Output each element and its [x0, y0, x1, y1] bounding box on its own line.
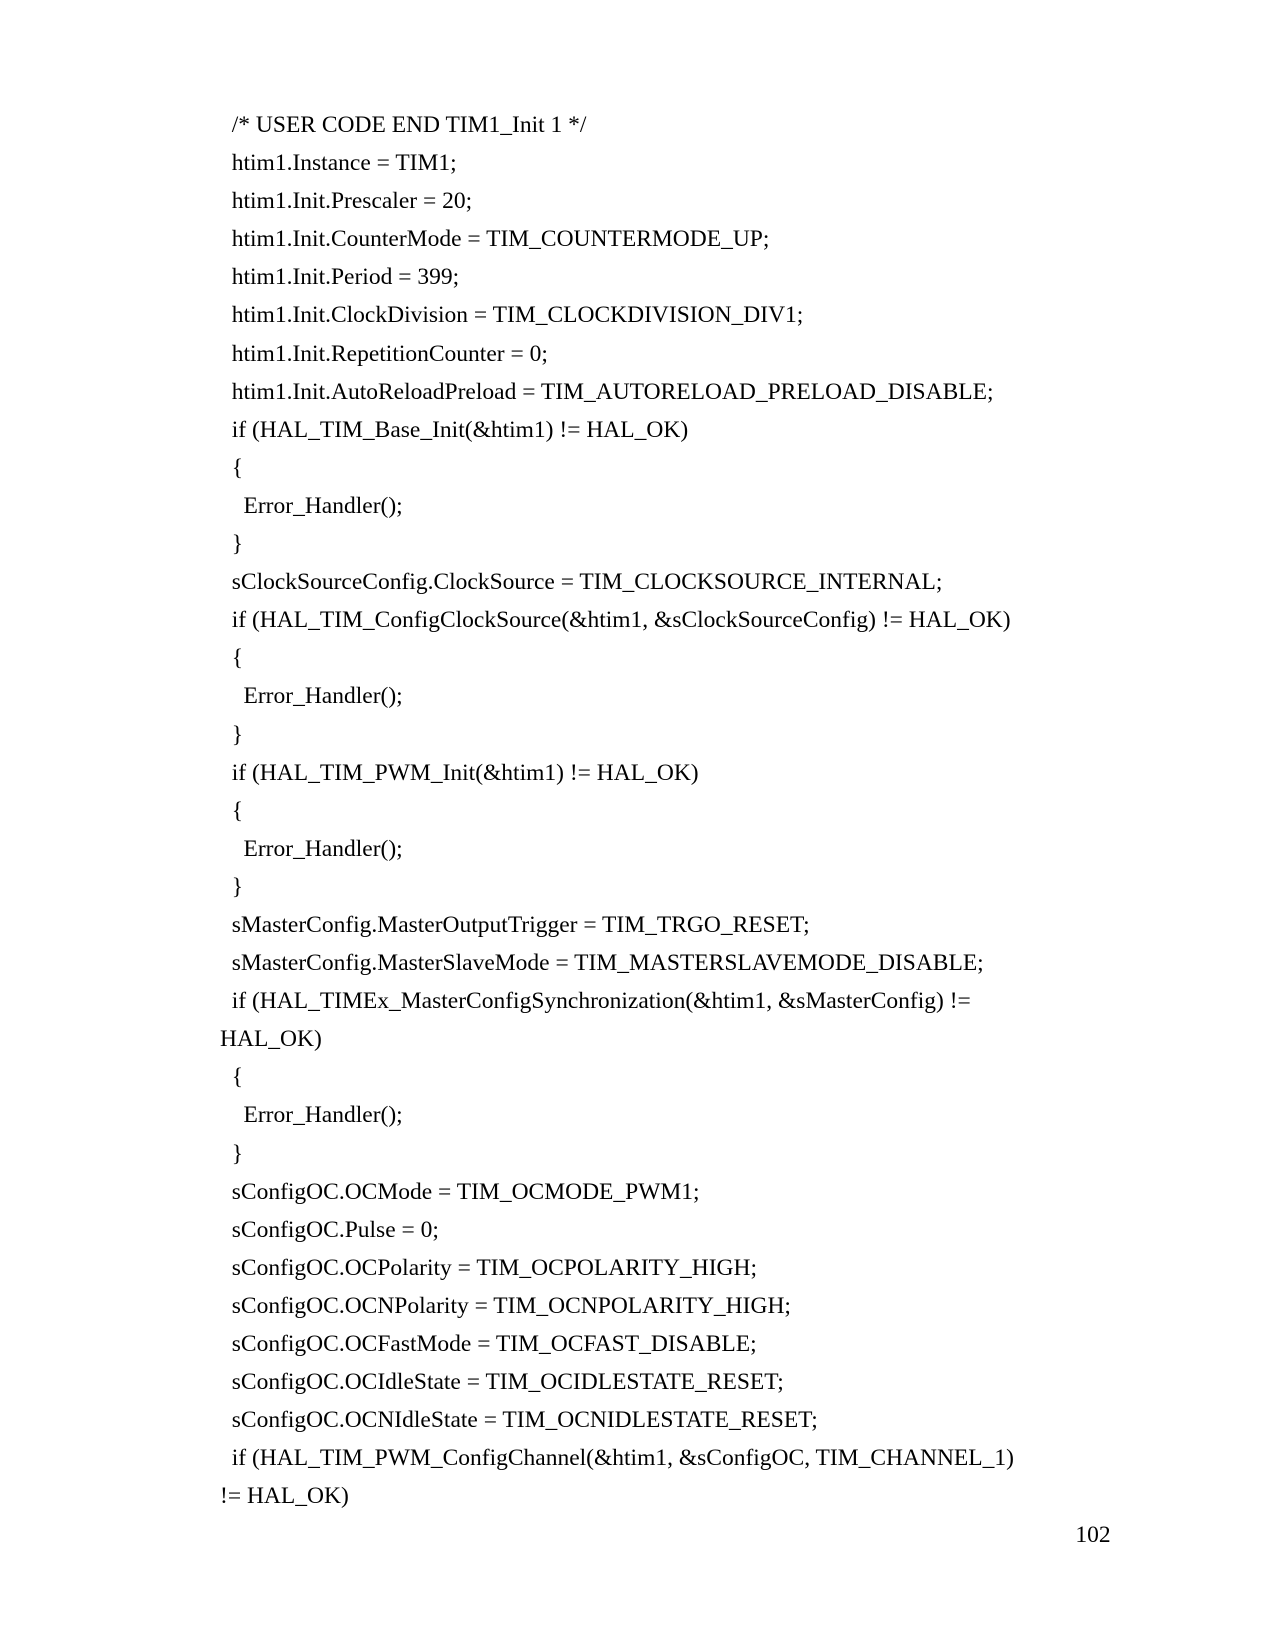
code-line: if (HAL_TIM_PWM_Init(&htim1) != HAL_OK) — [220, 759, 699, 786]
code-block — [220, 106, 1080, 1515]
code-line: sConfigOC.OCFastMode = TIM_OCFAST_DISABLE; — [220, 1331, 757, 1357]
code-line: Error_Handler(); — [220, 835, 403, 862]
code-line: if (HAL_TIM_PWM_ConfigChannel(&htim1, &sConfigOC, TIM_CHANNEL_1) — [220, 1445, 1014, 1472]
code-line: { — [220, 797, 244, 824]
code-line: if (HAL_TIM_Base_Init(&htim1) != HAL_OK) — [220, 416, 689, 443]
code-line: sMasterConfig.MasterSlaveMode = TIM_MASTERSLAVEMODE_DISABLE; — [220, 950, 984, 977]
code-line: } — [220, 873, 244, 900]
code-line: Error_Handler(); — [220, 1102, 403, 1129]
code-line: { — [220, 454, 244, 481]
code-line: htim1.Init.Prescaler = 20; — [220, 188, 473, 215]
code-line: { — [220, 645, 244, 672]
code-line: if (HAL_TIMEx_MasterConfigSynchronization(&htim1, &sMasterConfig) != — [220, 988, 971, 1015]
code-line: htim1.Init.AutoReloadPreload = TIM_AUTORELOAD_PRELOAD_DISABLE; — [220, 378, 994, 405]
code-line: Error_Handler(); — [220, 683, 403, 710]
code-line: } — [220, 721, 244, 748]
code-line: /* USER CODE END TIM1_Init 1 */ — [220, 112, 587, 138]
code-line: htim1.Instance = TIM1; — [220, 150, 457, 177]
code-line: if (HAL_TIM_ConfigClockSource(&htim1, &sClockSourceConfig) != HAL_OK) — [220, 607, 1011, 634]
code-line: sClockSourceConfig.ClockSource = TIM_CLOCKSOURCE_INTERNAL; — [220, 569, 943, 596]
code-line: sConfigOC.OCMode = TIM_OCMODE_PWM1; — [220, 1178, 700, 1205]
code-line: htim1.Init.Period = 399; — [220, 264, 460, 291]
code-line: sConfigOC.OCIdleState = TIM_OCIDLESTATE_RESET; — [220, 1369, 784, 1396]
code-line: sMasterConfig.MasterOutputTrigger = TIM_TRGO_RESET; — [220, 911, 810, 938]
code-line: htim1.Init.ClockDivision = TIM_CLOCKDIVISION_DIV1; — [220, 302, 804, 329]
code-line: sConfigOC.Pulse = 0; — [220, 1216, 439, 1243]
code-line: sConfigOC.OCPolarity = TIM_OCPOLARITY_HIGH; — [220, 1254, 758, 1281]
code-line: htim1.Init.RepetitionCounter = 0; — [220, 340, 548, 367]
page-number: 102 — [1075, 1522, 1111, 1548]
code-line: sConfigOC.OCNIdleState = TIM_OCNIDLESTATE_RESET; — [220, 1407, 818, 1434]
code-line: != HAL_OK) — [220, 1483, 349, 1510]
code-line: HAL_OK) — [220, 1026, 322, 1053]
code-line: } — [220, 531, 244, 558]
code-line: } — [220, 1140, 244, 1167]
code-line: sConfigOC.OCNPolarity = TIM_OCNPOLARITY_HIGH; — [220, 1292, 791, 1319]
code-line: { — [220, 1064, 244, 1091]
code-line: htim1.Init.CounterMode = TIM_COUNTERMODE_UP; — [220, 226, 770, 253]
code-line: Error_Handler(); — [220, 492, 403, 519]
